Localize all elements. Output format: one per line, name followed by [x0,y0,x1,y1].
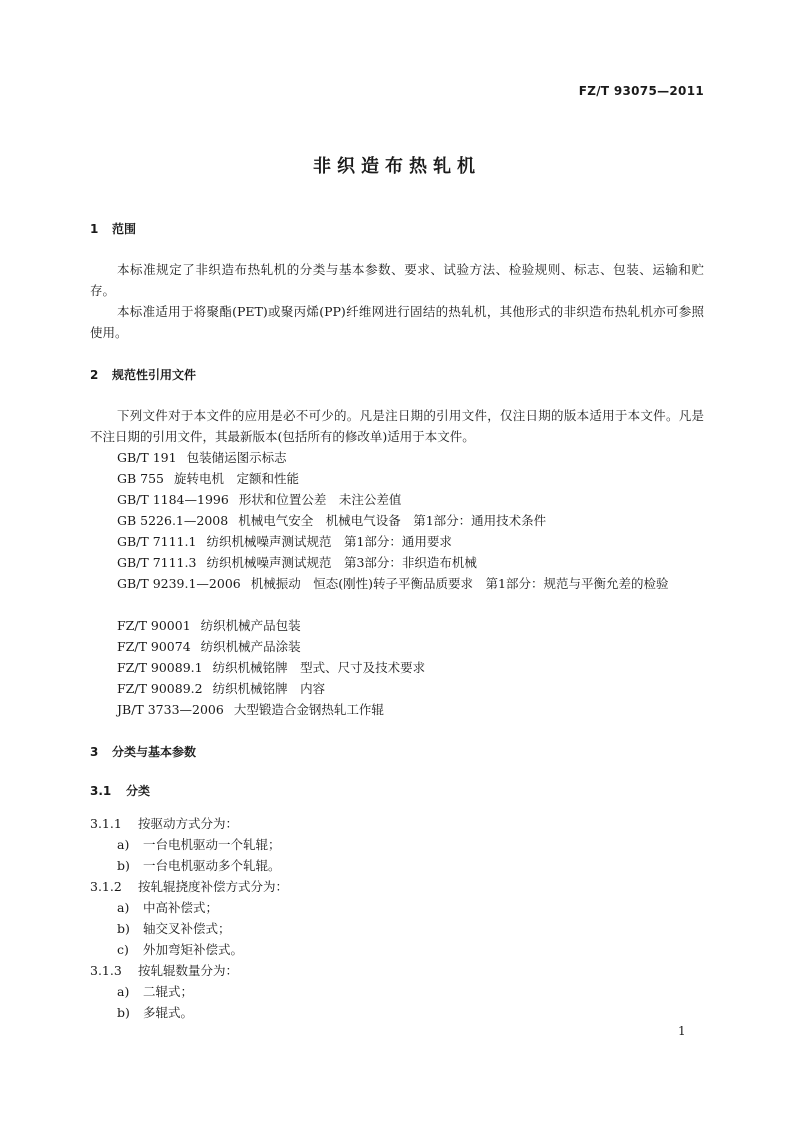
reference-code: GB/T 7111.3 [117,555,197,570]
list-item [117,856,281,874]
reference-item [117,678,325,699]
list-marker: a) [117,837,130,852]
reference-item [117,657,425,678]
reference-code: GB/T 1184—1996 [117,492,229,507]
clause-number: 3.1.1 [90,816,122,831]
list-item [117,982,193,1000]
clause-number: 3.1.3 [90,963,122,978]
list-text: 外加弯矩补偿式。 [143,942,244,957]
list-item [117,898,218,916]
reference-code: GB 5226.1—2008 [117,513,229,528]
section-number: 1 [90,222,99,236]
list-item [117,1003,193,1021]
section-title: 规范性引用文件 [112,368,197,382]
reference-title: 纺织机械铭牌 内容 [212,681,326,696]
reference-code: FZ/T 90089.1 [117,660,203,675]
reference-item [117,573,704,594]
section-2-heading [90,366,196,383]
section-number: 2 [90,368,99,382]
section-number: 3 [90,745,99,759]
reference-code: FZ/T 90089.2 [117,681,203,696]
section-1-heading [90,220,136,237]
clause-number: 3.1.2 [90,879,122,894]
reference-title: 旋转电机 定额和性能 [174,471,300,486]
reference-code: GB/T 9239.1—2006 [117,576,241,591]
scope-paragraph-2: 本标准适用于将聚酯(PET)或聚丙烯(PP)纤维网进行固结的热轧机，其他形式的非织造布热轧机亦可参照使用。 [90,304,704,340]
list-item [117,919,231,937]
reference-item [117,531,452,552]
subsection-number: 3.1 [90,784,112,798]
list-text: 一台电机驱动多个轧辊。 [143,858,281,873]
list-text: 一台电机驱动一个轧辊； [143,837,281,852]
section-3-heading [90,743,196,760]
reference-item [117,699,384,720]
list-item [117,940,243,958]
reference-title: 机械电气安全 机械电气设备 第1部分：通用技术条件 [238,513,547,528]
reference-title: 形状和位置公差 未注公差值 [238,492,402,507]
reference-title: 纺织机械产品包装 [200,618,301,633]
reference-item [117,489,401,510]
list-marker: a) [117,900,130,915]
list-marker: b) [117,921,130,936]
reference-item [117,510,546,531]
reference-item [117,615,301,636]
reference-code: GB/T 7111.1 [117,534,197,549]
reference-code: FZ/T 90074 [117,639,191,654]
reference-title: 大型锻造合金钢热轧工作辊 [233,702,384,717]
clause-text: 按驱动方式分为： [138,816,239,831]
list-marker: a) [117,984,130,999]
reference-item [117,552,477,573]
references-intro: 下列文件对于本文件的应用是必不可少的。凡是注日期的引用文件，仅注日期的版本适用于本文件。凡是不注日期的引用文件，其最新版本(包括所有的修改单)适用于本文件。 [90,408,704,444]
reference-title: 纺织机械噪声测试规范 第3部分：非织造布机械 [206,555,477,570]
list-text: 轴交叉补偿式； [143,921,231,936]
reference-item [117,636,301,657]
reference-code: GB/T 191 [117,450,177,465]
subsection-title: 分类 [126,784,151,798]
list-text: 多辊式。 [143,1005,194,1020]
clause-3-1-2 [90,877,288,895]
reference-title: 纺织机械噪声测试规范 第1部分：通用要求 [206,534,452,549]
reference-item [117,468,299,489]
list-text: 二辊式； [143,984,194,999]
subsection-3-1-heading [90,782,150,799]
reference-title: 包装储运图示标志 [186,450,287,465]
section-title: 分类与基本参数 [112,745,197,759]
reference-title: 纺织机械铭牌 型式、尺寸及技术要求 [212,660,426,675]
scope-paragraph-1: 本标准规定了非织造布热轧机的分类与基本参数、要求、试验方法、检验规则、标志、包装、运输和贮存。 [90,262,704,298]
list-text: 中高补偿式； [143,900,219,915]
list-marker: b) [117,858,130,873]
clause-text: 按轧辊挠度补偿方式分为： [138,879,289,894]
reference-code: JB/T 3733—2006 [117,702,224,717]
reference-title: 机械振动 恒态(刚性)转子平衡品质要求 第1部分：规范与平衡允差的检验 [250,576,669,591]
clause-text: 按轧辊数量分为： [138,963,239,978]
list-marker: b) [117,1005,130,1020]
standard-number: FZ/T 93075—2011 [578,84,704,98]
clause-3-1-3 [90,961,238,979]
reference-title: 纺织机械产品涂装 [200,639,301,654]
reference-code: FZ/T 90001 [117,618,191,633]
list-marker: c) [117,942,129,957]
clause-3-1-1 [90,814,238,832]
reference-item [117,447,287,468]
page-number: 1 [678,1024,686,1038]
section-title: 范围 [112,222,137,236]
list-item [117,835,281,853]
document-title: 非织造布热轧机 [313,156,481,177]
reference-code: GB 755 [117,471,165,486]
